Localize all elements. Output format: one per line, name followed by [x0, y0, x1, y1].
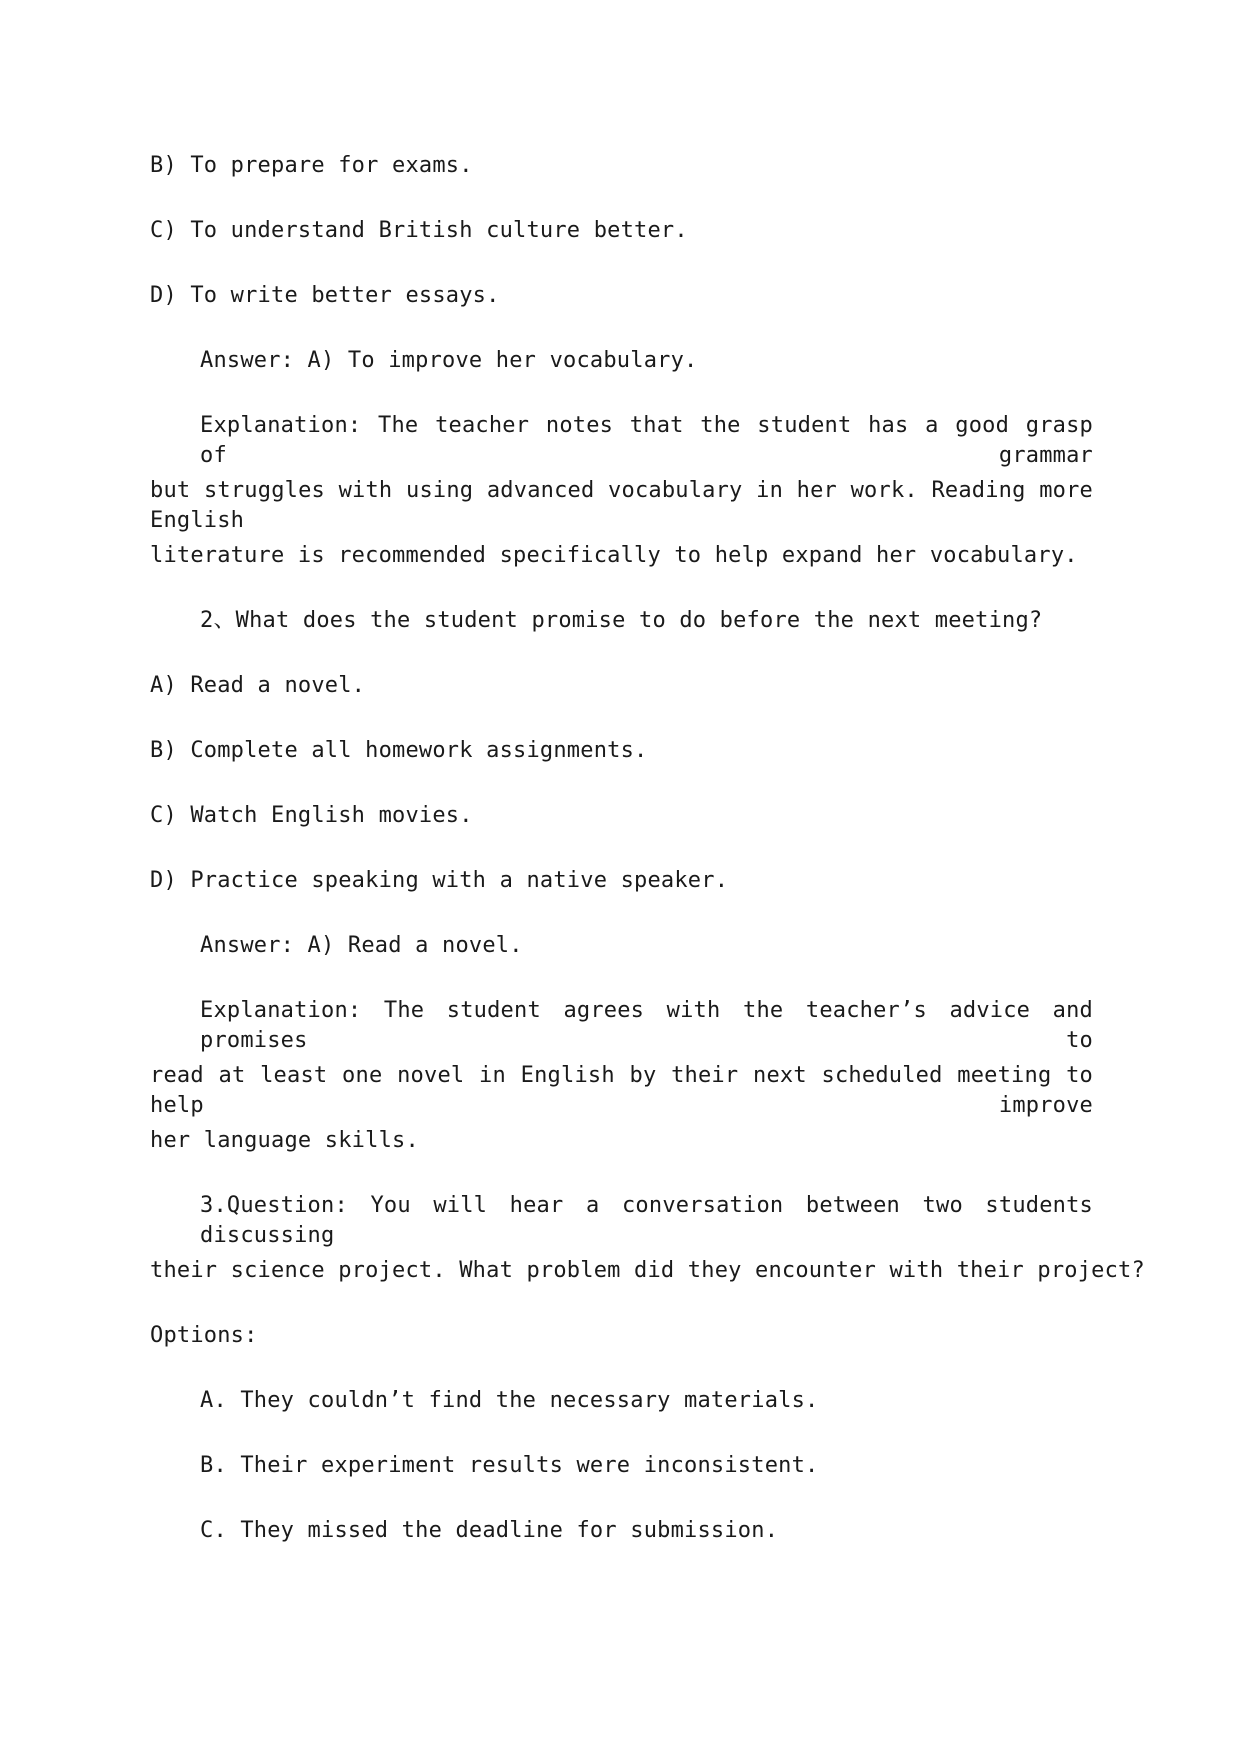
q1-explanation-line-1: Explanation: The teacher notes that the student has a good grasp of grammar [200, 413, 1093, 468]
q2-explanation-line-2: read at least one novel in English by their next scheduled meeting to help improve [150, 1063, 1093, 1118]
q3-question-line-1: 3.Question: You will hear a conversation between two students discussing [200, 1193, 1093, 1248]
q3-question-line-2: their science project. What problem did they encounter with their project? [150, 1258, 1145, 1283]
q3-option-c: C. They missed the deadline for submission. [200, 1518, 779, 1543]
q1-option-b: B) To prepare for exams. [150, 153, 473, 178]
q2-question: 2、What does the student promise to do before the next meeting? [200, 608, 1043, 633]
q1-explanation-line-3: literature is recommended specifically to help expand her vocabulary. [150, 543, 1078, 568]
q2-option-a: A) Read a novel. [150, 673, 366, 698]
q3-option-a: A. They couldn’t find the necessary materials. [200, 1388, 819, 1413]
q2-explanation-line-3: her language skills. [150, 1128, 419, 1153]
q2-option-d: D) Practice speaking with a native speaker. [150, 868, 729, 893]
q3-options-label: Options: [150, 1323, 258, 1348]
q1-option-d: D) To write better essays. [150, 283, 500, 308]
q1-explanation-line-2: but struggles with using advanced vocabulary in her work. Reading more English [150, 478, 1093, 533]
q3-option-b: B. Their experiment results were inconsistent. [200, 1453, 819, 1478]
q1-option-c: C) To understand British culture better. [150, 218, 688, 243]
q1-answer: Answer: A) To improve her vocabulary. [200, 348, 698, 373]
q2-answer: Answer: A) Read a novel. [200, 933, 523, 958]
q2-option-c: C) Watch English movies. [150, 803, 473, 828]
q2-explanation-line-1: Explanation: The student agrees with the teacher’s advice and promises to [200, 998, 1093, 1053]
q2-option-b: B) Complete all homework assignments. [150, 738, 648, 763]
